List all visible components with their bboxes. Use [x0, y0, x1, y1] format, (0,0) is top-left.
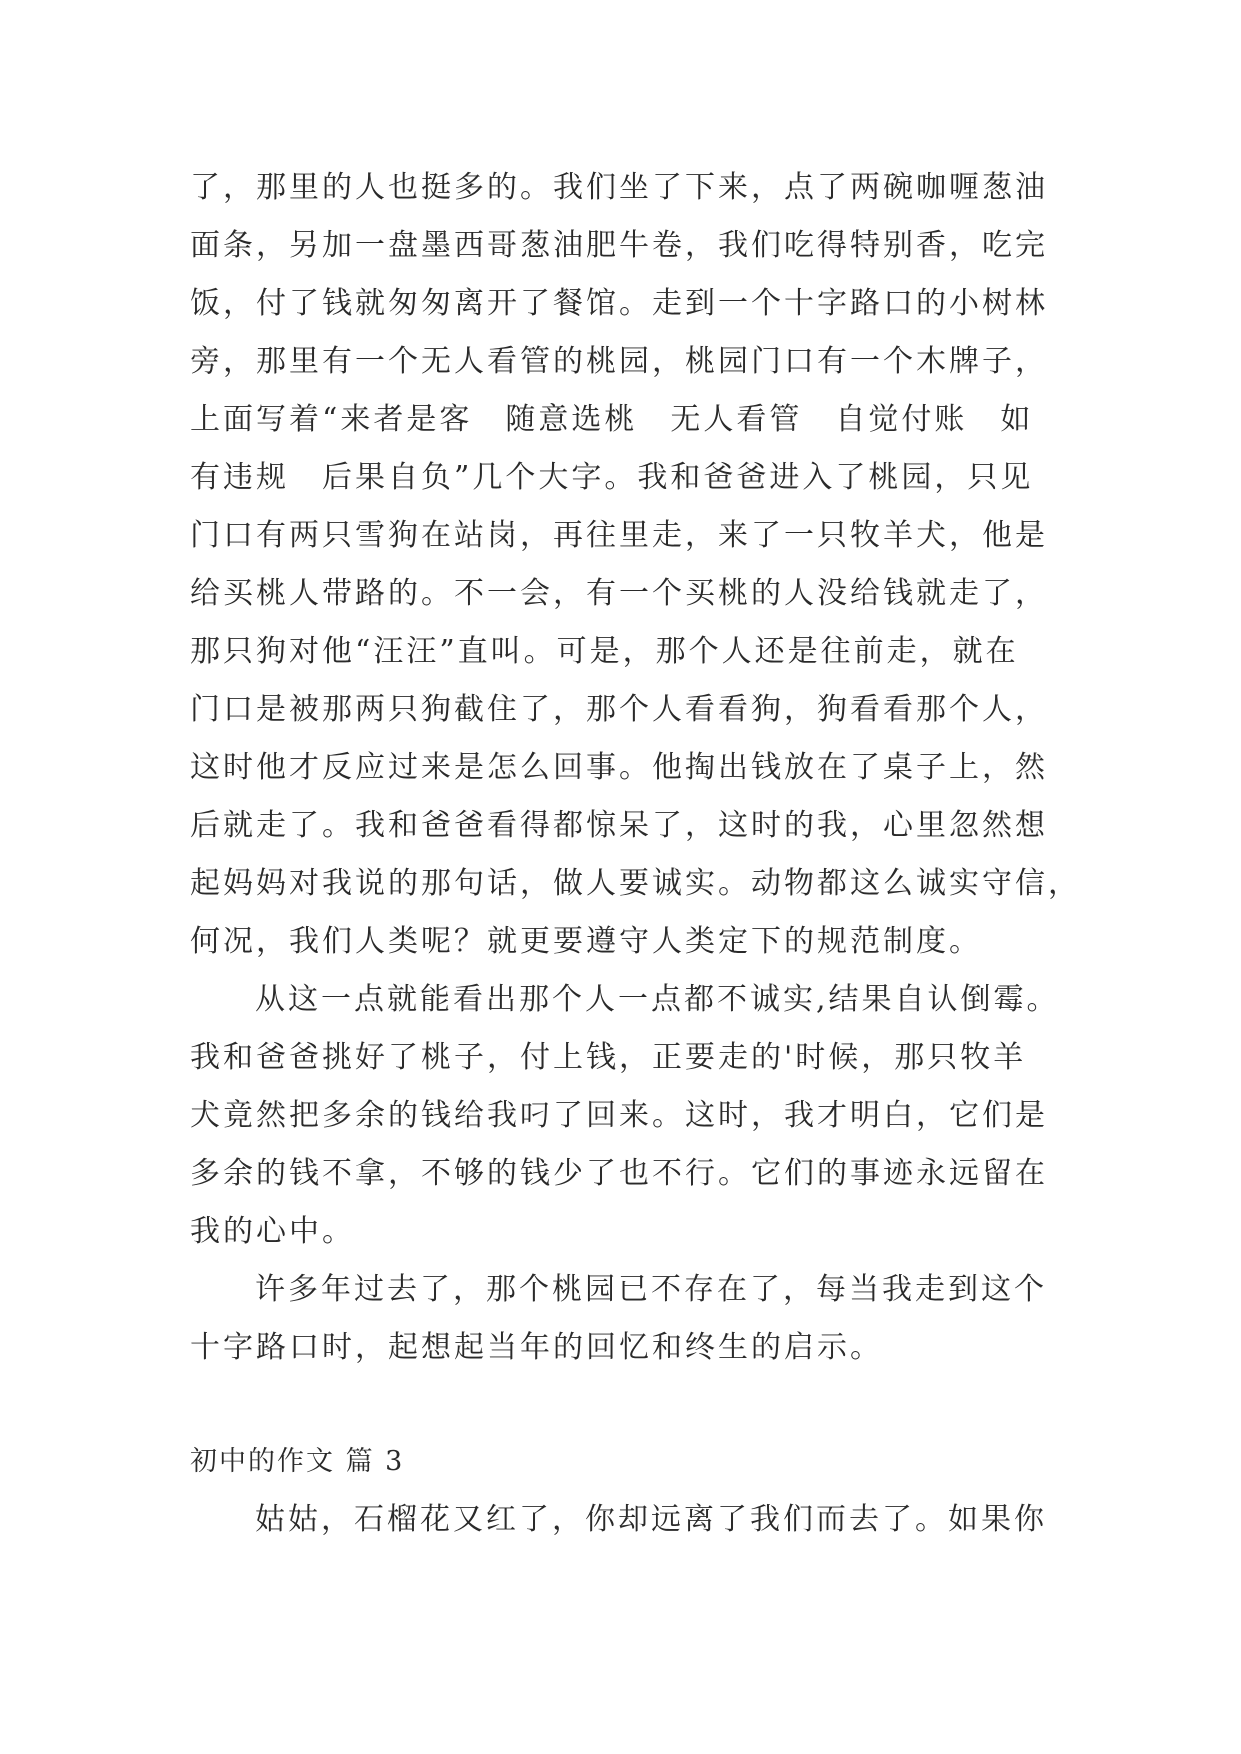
text-line: 多余的钱不拿，不够的钱少了也不行。它们的事迹永远留在: [190, 1156, 1048, 1191]
text-line: 旁，那里有一个无人看管的桃园，桃园门口有一个木牌子，: [190, 344, 1048, 379]
text-line: 起妈妈对我说的那句话，做人要诚实。动物都这么诚实守信，: [190, 866, 1081, 901]
text-line: 犬竟然把多余的钱给我叼了回来。这时，我才明白，它们是: [190, 1098, 1048, 1133]
text-line: 上面写着“来者是客 随意选桃 无人看管 自觉付账 如: [190, 402, 1034, 437]
text-line: 这时他才反应过来是怎么回事。他掏出钱放在了桌子上，然: [190, 750, 1048, 785]
text-line: 门口有两只雪狗在站岗，再往里走，来了一只牧羊犬，他是: [190, 518, 1048, 553]
paragraph-start-line: 姑姑，石榴花又红了，你却远离了我们而去了。如果你: [255, 1502, 1047, 1537]
text-line: 后就走了。我和爸爸看得都惊呆了，这时的我，心里忽然想: [190, 808, 1048, 843]
paragraph-start-line: 从这一点就能看出那个人一点都不诚实,结果自认倒霉。: [255, 982, 1060, 1017]
text-line: 饭，付了钱就匆匆离开了餐馆。走到一个十字路口的小树林: [190, 286, 1048, 321]
text-line: 我和爸爸挑好了桃子，付上钱，正要走的'时候，那只牧羊: [190, 1040, 1027, 1075]
text-line: 有违规 后果自负”几个大字。我和爸爸进入了桃园，只见: [190, 460, 1034, 495]
text-line: 了，那里的人也挺多的。我们坐了下来，点了两碗咖喱葱油: [190, 170, 1048, 205]
paragraph-start-line: 许多年过去了，那个桃园已不存在了，每当我走到这个: [255, 1272, 1047, 1307]
text-line: 那只狗对他“汪汪”直叫。可是，那个人还是往前走，就在: [190, 634, 1019, 669]
text-line: 十字路口时，起想起当年的回忆和终生的启示。: [190, 1330, 883, 1365]
text-line: 面条，另加一盘墨西哥葱油肥牛卷，我们吃得特别香，吃完: [190, 228, 1048, 263]
text-line: 我的心中。: [190, 1214, 355, 1249]
text-line: 门口是被那两只狗截住了，那个人看看狗，狗看看那个人，: [190, 692, 1048, 727]
text-line: 给买桃人带路的。不一会，有一个买桃的人没给钱就走了，: [190, 576, 1048, 611]
text-line: 何况，我们人类呢？就更要遵守人类定下的规范制度。: [190, 924, 982, 959]
section-heading: 初中的作文 篇 3: [190, 1446, 405, 1477]
